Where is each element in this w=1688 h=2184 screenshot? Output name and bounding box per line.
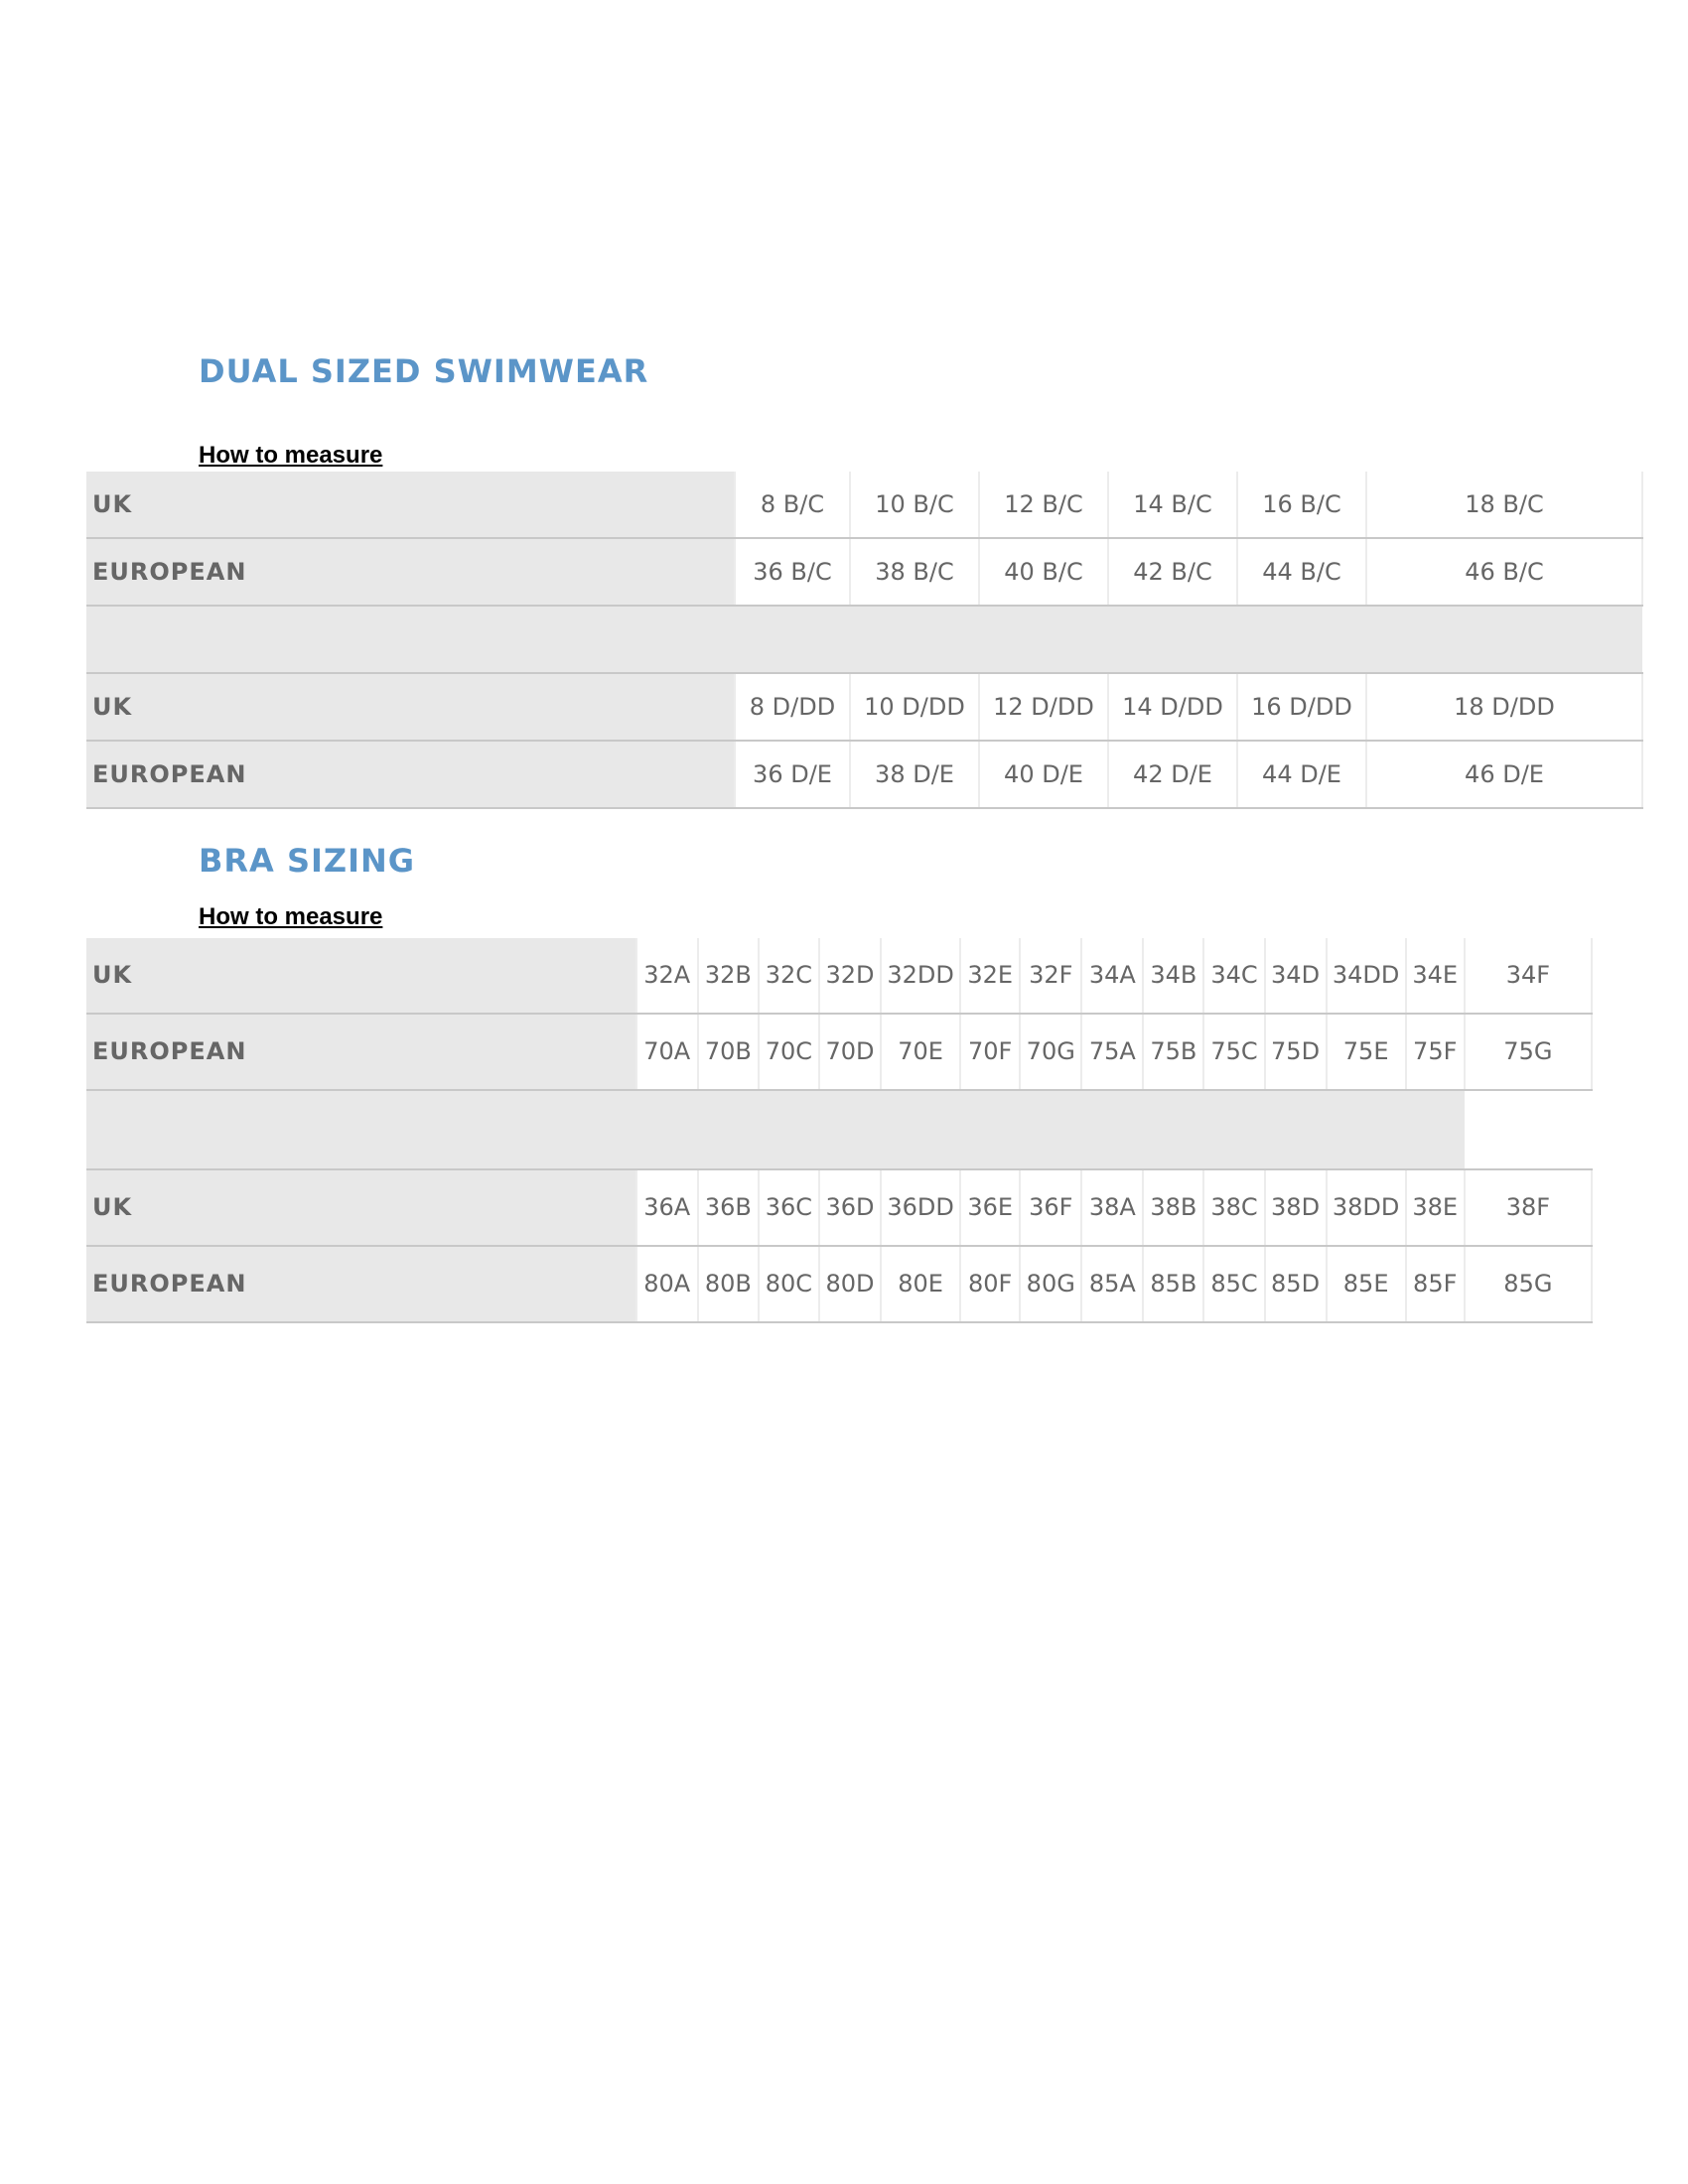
size-cell: 12 D/DD — [979, 673, 1108, 741]
size-cell: 75G — [1465, 1014, 1592, 1090]
size-cell: 32D — [819, 938, 881, 1014]
size-cell: 42 D/E — [1108, 741, 1237, 808]
size-cell: 42 B/C — [1108, 538, 1237, 606]
size-cell: 75C — [1203, 1014, 1264, 1090]
size-cell: 10 D/DD — [850, 673, 979, 741]
swimwear-size-table — [86, 472, 1643, 809]
size-cell: 34DD — [1327, 938, 1406, 1014]
size-cell: 80A — [636, 1246, 698, 1322]
table-row — [86, 1246, 1592, 1322]
size-cell: 8 D/DD — [735, 673, 850, 741]
table-row — [86, 472, 1642, 538]
size-cell: 32A — [636, 938, 698, 1014]
size-cell: 46 B/C — [1366, 538, 1642, 606]
size-cell: 80G — [1020, 1246, 1081, 1322]
row-label-uk: UK — [86, 938, 636, 1014]
size-cell: 34C — [1203, 938, 1264, 1014]
row-label-european: EUROPEAN — [86, 1014, 636, 1090]
size-cell: 32C — [759, 938, 819, 1014]
size-cell: 36 D/E — [735, 741, 850, 808]
table-row — [86, 538, 1642, 606]
size-cell: 40 D/E — [979, 741, 1108, 808]
size-cell: 70E — [881, 1014, 960, 1090]
size-cell: 75B — [1143, 1014, 1203, 1090]
size-cell: 75A — [1081, 1014, 1143, 1090]
size-cell: 75F — [1406, 1014, 1465, 1090]
size-cell: 44 B/C — [1237, 538, 1366, 606]
size-cell: 38E — [1406, 1169, 1465, 1246]
size-cell: 85B — [1143, 1246, 1203, 1322]
table-row — [86, 1169, 1592, 1246]
size-cell: 80F — [960, 1246, 1020, 1322]
size-cell: 34F — [1465, 938, 1592, 1014]
size-cell: 44 D/E — [1237, 741, 1366, 808]
size-cell: 70A — [636, 1014, 698, 1090]
size-cell: 80B — [698, 1246, 759, 1322]
size-cell: 70F — [960, 1014, 1020, 1090]
row-label-european: EUROPEAN — [86, 538, 735, 606]
size-cell: 36DD — [881, 1169, 960, 1246]
table-spacer-row — [86, 606, 1642, 673]
table-row — [86, 938, 1592, 1014]
bra-size-table — [86, 938, 1593, 1323]
size-cell: 14 B/C — [1108, 472, 1237, 538]
size-cell: 36F — [1020, 1169, 1081, 1246]
size-cell: 80D — [819, 1246, 881, 1322]
size-cell: 36A — [636, 1169, 698, 1246]
size-cell: 18 B/C — [1366, 472, 1642, 538]
size-cell: 40 B/C — [979, 538, 1108, 606]
size-cell: 36 B/C — [735, 538, 850, 606]
size-cell: 75E — [1327, 1014, 1406, 1090]
size-cell: 38C — [1203, 1169, 1264, 1246]
size-cell: 85F — [1406, 1246, 1465, 1322]
size-cell: 34E — [1406, 938, 1465, 1014]
size-cell: 32DD — [881, 938, 960, 1014]
size-cell: 80C — [759, 1246, 819, 1322]
size-cell: 8 B/C — [735, 472, 850, 538]
size-cell: 36D — [819, 1169, 881, 1246]
size-cell: 38A — [1081, 1169, 1143, 1246]
bra-sizing-title: BRA SIZING — [199, 842, 416, 880]
size-cell: 36E — [960, 1169, 1020, 1246]
size-cell: 85A — [1081, 1246, 1143, 1322]
size-cell: 70C — [759, 1014, 819, 1090]
size-cell: 38D — [1265, 1169, 1327, 1246]
size-cell: 38B — [1143, 1169, 1203, 1246]
size-cell: 18 D/DD — [1366, 673, 1642, 741]
size-cell: 32E — [960, 938, 1020, 1014]
swimwear-title: DUAL SIZED SWIMWEAR — [199, 352, 649, 390]
size-cell: 14 D/DD — [1108, 673, 1237, 741]
size-cell: 70G — [1020, 1014, 1081, 1090]
size-cell: 10 B/C — [850, 472, 979, 538]
size-cell: 85C — [1203, 1246, 1264, 1322]
row-label-european: EUROPEAN — [86, 741, 735, 808]
size-cell: 32F — [1020, 938, 1081, 1014]
size-cell: 32B — [698, 938, 759, 1014]
table-row — [86, 741, 1642, 808]
size-cell: 38 D/E — [850, 741, 979, 808]
table-row — [86, 1014, 1592, 1090]
size-cell: 12 B/C — [979, 472, 1108, 538]
size-cell: 38F — [1465, 1169, 1592, 1246]
size-cell: 38 B/C — [850, 538, 979, 606]
size-cell: 85E — [1327, 1246, 1406, 1322]
size-cell: 80E — [881, 1246, 960, 1322]
size-cell: 34A — [1081, 938, 1143, 1014]
row-label-uk: UK — [86, 673, 735, 741]
size-cell: 16 B/C — [1237, 472, 1366, 538]
size-cell: 16 D/DD — [1237, 673, 1366, 741]
size-cell: 34B — [1143, 938, 1203, 1014]
size-cell: 85D — [1265, 1246, 1327, 1322]
bra-how-to-measure-link[interactable]: How to measure — [199, 903, 383, 930]
table-row — [86, 673, 1642, 741]
spacer-cell — [86, 606, 1642, 673]
size-cell: 70D — [819, 1014, 881, 1090]
table-spacer-row — [86, 1090, 1592, 1169]
size-cell: 75D — [1265, 1014, 1327, 1090]
size-cell: 70B — [698, 1014, 759, 1090]
row-label-european: EUROPEAN — [86, 1246, 636, 1322]
row-label-uk: UK — [86, 472, 735, 538]
size-cell: 36B — [698, 1169, 759, 1246]
size-cell: 46 D/E — [1366, 741, 1642, 808]
swimwear-how-to-measure-link[interactable]: How to measure — [199, 442, 383, 469]
size-cell: 38DD — [1327, 1169, 1406, 1246]
spacer-cell — [86, 1090, 1465, 1169]
size-cell: 34D — [1265, 938, 1327, 1014]
row-label-uk: UK — [86, 1169, 636, 1246]
size-cell: 85G — [1465, 1246, 1592, 1322]
spacer-blank-cell — [1465, 1090, 1592, 1169]
size-cell: 36C — [759, 1169, 819, 1246]
